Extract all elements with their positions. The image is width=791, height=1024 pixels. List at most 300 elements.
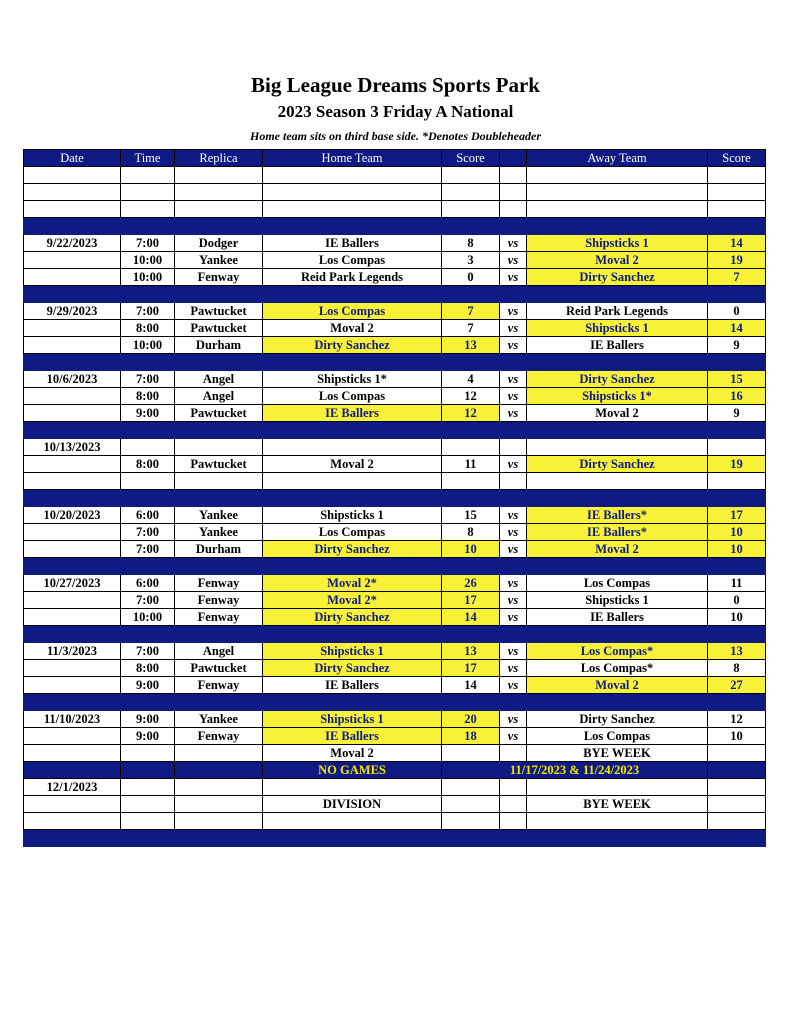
away-team-cell: IE Ballers xyxy=(527,337,708,354)
home-team-cell: IE Ballers xyxy=(263,235,442,252)
empty-cell xyxy=(263,167,442,184)
empty-cell xyxy=(175,813,263,830)
week-separator-row xyxy=(24,626,766,643)
separator-cell xyxy=(500,558,527,575)
home-team-cell: Moval 2 xyxy=(263,745,442,762)
replica-cell: Fenway xyxy=(175,269,263,286)
separator-cell xyxy=(121,218,175,235)
empty-cell xyxy=(175,762,263,779)
header-row xyxy=(24,150,766,167)
vs-cell: vs xyxy=(500,541,527,558)
home-team-cell: Moval 2* xyxy=(263,592,442,609)
away-score-cell: 10 xyxy=(708,728,766,745)
replica-cell: Durham xyxy=(175,337,263,354)
game-row xyxy=(24,252,766,269)
empty-cell xyxy=(121,762,175,779)
game-row xyxy=(24,269,766,286)
replica-cell: Durham xyxy=(175,541,263,558)
vs-cell xyxy=(500,796,527,813)
home-score-cell xyxy=(442,779,500,796)
no-games-banner-row xyxy=(24,762,766,779)
separator-cell xyxy=(175,286,263,303)
home-team-cell: Moval 2 xyxy=(263,456,442,473)
separator-cell xyxy=(527,422,708,439)
replica-cell: Fenway xyxy=(175,728,263,745)
time-cell: 10:00 xyxy=(121,609,175,626)
separator-cell xyxy=(442,354,500,371)
replica-cell: Yankee xyxy=(175,524,263,541)
home-score-cell: 10 xyxy=(442,541,500,558)
game-row xyxy=(24,779,766,796)
home-score-cell: 12 xyxy=(442,405,500,422)
replica-cell xyxy=(175,745,263,762)
separator-cell xyxy=(121,694,175,711)
empty-cell xyxy=(24,167,121,184)
home-team-cell: Moval 2 xyxy=(263,320,442,337)
empty-cell xyxy=(175,201,263,218)
away-team-cell: IE Ballers* xyxy=(527,507,708,524)
away-team-cell: BYE WEEK xyxy=(527,796,708,813)
separator-cell xyxy=(442,626,500,643)
separator-cell xyxy=(527,830,708,847)
away-team-cell: Moval 2 xyxy=(527,405,708,422)
time-cell: 9:00 xyxy=(121,711,175,728)
home-team-cell: IE Ballers xyxy=(263,405,442,422)
date-cell: 11/10/2023 xyxy=(24,711,121,728)
time-cell: 6:00 xyxy=(121,575,175,592)
away-score-cell xyxy=(708,439,766,456)
away-score-cell: 14 xyxy=(708,235,766,252)
empty-cell xyxy=(708,762,766,779)
separator-cell xyxy=(708,694,766,711)
game-row xyxy=(24,371,766,388)
home-score-cell: 17 xyxy=(442,660,500,677)
separator-cell xyxy=(500,626,527,643)
away-score-cell: 8 xyxy=(708,660,766,677)
home-score-cell: 13 xyxy=(442,643,500,660)
away-score-cell: 13 xyxy=(708,643,766,660)
empty-cell xyxy=(24,201,121,218)
empty-cell xyxy=(263,473,442,490)
vs-cell: vs xyxy=(500,456,527,473)
separator-cell xyxy=(708,558,766,575)
empty-cell xyxy=(500,167,527,184)
separator-cell xyxy=(24,830,121,847)
home-score-cell xyxy=(442,796,500,813)
separator-cell xyxy=(121,830,175,847)
separator-cell xyxy=(708,354,766,371)
away-score-cell: 12 xyxy=(708,711,766,728)
vs-cell: vs xyxy=(500,235,527,252)
empty-cell xyxy=(500,201,527,218)
home-score-cell: 7 xyxy=(442,303,500,320)
separator-cell xyxy=(175,218,263,235)
separator-cell xyxy=(263,558,442,575)
empty-cell xyxy=(121,473,175,490)
vs-cell: vs xyxy=(500,609,527,626)
home-score-cell: 12 xyxy=(442,388,500,405)
replica-cell: Fenway xyxy=(175,677,263,694)
empty-cell xyxy=(527,167,708,184)
separator-cell xyxy=(121,558,175,575)
date-cell xyxy=(24,609,121,626)
away-score-cell: 10 xyxy=(708,609,766,626)
replica-cell: Angel xyxy=(175,388,263,405)
date-cell xyxy=(24,796,121,813)
empty-cell xyxy=(708,473,766,490)
separator-cell xyxy=(24,626,121,643)
home-team-cell: Shipsticks 1 xyxy=(263,711,442,728)
game-row xyxy=(24,575,766,592)
home-team-cell: IE Ballers xyxy=(263,728,442,745)
time-cell: 10:00 xyxy=(121,337,175,354)
replica-cell: Angel xyxy=(175,371,263,388)
separator-cell xyxy=(121,422,175,439)
away-score-cell: 0 xyxy=(708,303,766,320)
vs-cell xyxy=(500,745,527,762)
time-cell: 7:00 xyxy=(121,235,175,252)
away-team-cell: Shipsticks 1 xyxy=(527,320,708,337)
replica-cell: Yankee xyxy=(175,507,263,524)
date-cell xyxy=(24,524,121,541)
separator-cell xyxy=(442,218,500,235)
away-score-cell: 9 xyxy=(708,337,766,354)
week-separator-row xyxy=(24,830,766,847)
home-team-cell: Dirty Sanchez xyxy=(263,660,442,677)
away-team-cell: Los Compas* xyxy=(527,643,708,660)
separator-cell xyxy=(500,218,527,235)
separator-cell xyxy=(442,558,500,575)
home-score-cell: 0 xyxy=(442,269,500,286)
separator-cell xyxy=(24,558,121,575)
replica-cell: Yankee xyxy=(175,711,263,728)
replica-cell: Pawtucket xyxy=(175,456,263,473)
separator-cell xyxy=(708,286,766,303)
week-separator-row xyxy=(24,558,766,575)
replica-cell: Pawtucket xyxy=(175,660,263,677)
away-score-cell: 17 xyxy=(708,507,766,524)
separator-cell xyxy=(708,218,766,235)
empty-cell xyxy=(121,167,175,184)
empty-cell xyxy=(24,762,121,779)
date-cell xyxy=(24,337,121,354)
away-team-cell: Dirty Sanchez xyxy=(527,371,708,388)
time-cell: 8:00 xyxy=(121,456,175,473)
game-row xyxy=(24,388,766,405)
separator-cell xyxy=(121,286,175,303)
away-team-cell: IE Ballers xyxy=(527,609,708,626)
week-separator-row xyxy=(24,422,766,439)
away-team-cell: Moval 2 xyxy=(527,677,708,694)
date-cell: 10/27/2023 xyxy=(24,575,121,592)
empty-cell xyxy=(175,184,263,201)
empty-cell xyxy=(121,184,175,201)
vs-cell: vs xyxy=(500,269,527,286)
vs-cell: vs xyxy=(500,371,527,388)
away-score-cell: 14 xyxy=(708,320,766,337)
time-cell: 7:00 xyxy=(121,303,175,320)
time-cell: 8:00 xyxy=(121,660,175,677)
separator-cell xyxy=(175,626,263,643)
away-team-cell: Reid Park Legends xyxy=(527,303,708,320)
time-cell: 7:00 xyxy=(121,524,175,541)
schedule-note: Home team sits on third base side. *Denotes Doubleheader xyxy=(250,129,541,143)
replica-cell: Pawtucket xyxy=(175,405,263,422)
game-row xyxy=(24,677,766,694)
vs-cell: vs xyxy=(500,507,527,524)
no-games-label: NO GAMES xyxy=(263,762,442,779)
game-row xyxy=(24,524,766,541)
empty-cell xyxy=(442,813,500,830)
separator-cell xyxy=(263,830,442,847)
vs-cell: vs xyxy=(500,337,527,354)
home-score-cell: 13 xyxy=(442,337,500,354)
away-team-cell: Shipsticks 1 xyxy=(527,592,708,609)
week-separator-row xyxy=(24,490,766,507)
home-score-cell xyxy=(442,439,500,456)
away-score-cell: 19 xyxy=(708,252,766,269)
separator-cell xyxy=(175,558,263,575)
home-score-cell: 3 xyxy=(442,252,500,269)
vs-cell: vs xyxy=(500,728,527,745)
time-cell xyxy=(121,745,175,762)
empty-cell xyxy=(121,201,175,218)
empty-cell xyxy=(263,201,442,218)
col-header-vs xyxy=(500,150,527,167)
replica-cell xyxy=(175,779,263,796)
separator-cell xyxy=(263,626,442,643)
empty-cell xyxy=(442,167,500,184)
away-team-cell: Los Compas xyxy=(527,575,708,592)
home-team-cell: Los Compas xyxy=(263,252,442,269)
date-cell xyxy=(24,541,121,558)
separator-cell xyxy=(175,354,263,371)
week-separator-row xyxy=(24,218,766,235)
separator-cell xyxy=(24,286,121,303)
vs-cell: vs xyxy=(500,388,527,405)
home-team-cell: Shipsticks 1 xyxy=(263,507,442,524)
separator-cell xyxy=(442,422,500,439)
col-header-home-score: Score xyxy=(442,150,500,167)
separator-cell xyxy=(24,694,121,711)
home-score-cell: 14 xyxy=(442,677,500,694)
date-cell xyxy=(24,592,121,609)
replica-cell: Yankee xyxy=(175,252,263,269)
time-cell: 10:00 xyxy=(121,252,175,269)
game-row xyxy=(24,507,766,524)
empty-cell xyxy=(527,473,708,490)
replica-cell: Fenway xyxy=(175,592,263,609)
away-team-cell: Shipsticks 1* xyxy=(527,388,708,405)
empty-cell xyxy=(24,473,121,490)
away-score-cell: 7 xyxy=(708,269,766,286)
date-cell: 10/20/2023 xyxy=(24,507,121,524)
home-score-cell: 7 xyxy=(442,320,500,337)
home-score-cell: 14 xyxy=(442,609,500,626)
game-row xyxy=(24,745,766,762)
separator-cell xyxy=(263,422,442,439)
home-score-cell: 8 xyxy=(442,524,500,541)
time-cell xyxy=(121,439,175,456)
game-row xyxy=(24,660,766,677)
game-row xyxy=(24,456,766,473)
away-team-cell: Shipsticks 1 xyxy=(527,235,708,252)
separator-cell xyxy=(527,558,708,575)
empty-cell xyxy=(500,184,527,201)
empty-cell xyxy=(527,813,708,830)
separator-cell xyxy=(24,354,121,371)
separator-cell xyxy=(442,830,500,847)
empty-cell xyxy=(500,813,527,830)
date-cell: 9/22/2023 xyxy=(24,235,121,252)
away-team-cell: Dirty Sanchez xyxy=(527,711,708,728)
away-score-cell xyxy=(708,745,766,762)
separator-cell xyxy=(500,830,527,847)
date-cell: 10/6/2023 xyxy=(24,371,121,388)
separator-cell xyxy=(121,354,175,371)
away-score-cell xyxy=(708,779,766,796)
separator-cell xyxy=(442,286,500,303)
away-score-cell: 19 xyxy=(708,456,766,473)
separator-cell xyxy=(24,422,121,439)
empty-cell xyxy=(527,184,708,201)
schedule-body xyxy=(24,150,766,847)
home-score-cell: 26 xyxy=(442,575,500,592)
date-cell: 11/3/2023 xyxy=(24,643,121,660)
game-row xyxy=(24,405,766,422)
time-cell: 6:00 xyxy=(121,507,175,524)
game-row xyxy=(24,728,766,745)
away-team-cell: IE Ballers* xyxy=(527,524,708,541)
game-row xyxy=(24,592,766,609)
empty-cell xyxy=(708,201,766,218)
home-team-cell: Moval 2* xyxy=(263,575,442,592)
blank-row xyxy=(24,473,766,490)
home-score-cell: 8 xyxy=(442,235,500,252)
separator-cell xyxy=(708,422,766,439)
home-team-cell: Los Compas xyxy=(263,303,442,320)
week-separator-row xyxy=(24,354,766,371)
game-row xyxy=(24,320,766,337)
vs-cell xyxy=(500,439,527,456)
separator-cell xyxy=(527,218,708,235)
separator-cell xyxy=(263,490,442,507)
empty-cell xyxy=(175,167,263,184)
vs-cell xyxy=(500,779,527,796)
time-cell: 8:00 xyxy=(121,320,175,337)
away-score-cell: 16 xyxy=(708,388,766,405)
separator-cell xyxy=(175,422,263,439)
separator-cell xyxy=(442,694,500,711)
empty-cell xyxy=(527,201,708,218)
time-cell: 7:00 xyxy=(121,371,175,388)
blank-row xyxy=(24,184,766,201)
replica-cell xyxy=(175,439,263,456)
away-team-cell: Los Compas* xyxy=(527,660,708,677)
home-score-cell xyxy=(442,745,500,762)
replica-cell: Fenway xyxy=(175,575,263,592)
empty-cell xyxy=(442,473,500,490)
date-cell xyxy=(24,388,121,405)
time-cell: 9:00 xyxy=(121,405,175,422)
home-score-cell: 11 xyxy=(442,456,500,473)
time-cell: 10:00 xyxy=(121,269,175,286)
separator-cell xyxy=(500,694,527,711)
empty-cell xyxy=(708,813,766,830)
away-score-cell: 15 xyxy=(708,371,766,388)
away-team-cell xyxy=(527,779,708,796)
col-header-away-score: Score xyxy=(708,150,766,167)
empty-cell xyxy=(263,813,442,830)
date-cell xyxy=(24,677,121,694)
empty-cell xyxy=(24,184,121,201)
separator-cell xyxy=(708,830,766,847)
home-score-cell: 20 xyxy=(442,711,500,728)
vs-cell: vs xyxy=(500,252,527,269)
home-score-cell: 4 xyxy=(442,371,500,388)
away-score-cell xyxy=(708,796,766,813)
separator-cell xyxy=(263,218,442,235)
separator-cell xyxy=(500,490,527,507)
empty-cell xyxy=(442,184,500,201)
vs-cell: vs xyxy=(500,405,527,422)
date-cell: 10/13/2023 xyxy=(24,439,121,456)
time-cell xyxy=(121,779,175,796)
home-score-cell: 18 xyxy=(442,728,500,745)
date-cell xyxy=(24,660,121,677)
separator-cell xyxy=(500,422,527,439)
empty-cell xyxy=(24,813,121,830)
blank-row xyxy=(24,813,766,830)
page-title: Big League Dreams Sports Park xyxy=(251,73,540,97)
away-team-cell xyxy=(527,439,708,456)
date-cell xyxy=(24,405,121,422)
away-score-cell: 10 xyxy=(708,524,766,541)
blank-row xyxy=(24,201,766,218)
separator-cell xyxy=(708,626,766,643)
away-team-cell: Dirty Sanchez xyxy=(527,269,708,286)
col-header-date: Date xyxy=(24,150,121,167)
vs-cell: vs xyxy=(500,660,527,677)
replica-cell: Dodger xyxy=(175,235,263,252)
away-score-cell: 10 xyxy=(708,541,766,558)
home-team-cell: Shipsticks 1 xyxy=(263,643,442,660)
empty-cell xyxy=(121,813,175,830)
home-team-cell: Shipsticks 1* xyxy=(263,371,442,388)
separator-cell xyxy=(175,830,263,847)
away-score-cell: 9 xyxy=(708,405,766,422)
home-team-cell: DIVISION xyxy=(263,796,442,813)
empty-cell xyxy=(708,184,766,201)
vs-cell: vs xyxy=(500,677,527,694)
time-cell: 9:00 xyxy=(121,728,175,745)
replica-cell: Pawtucket xyxy=(175,320,263,337)
empty-cell xyxy=(708,167,766,184)
date-cell: 12/1/2023 xyxy=(24,779,121,796)
vs-cell: vs xyxy=(500,320,527,337)
separator-cell xyxy=(527,286,708,303)
away-team-cell: BYE WEEK xyxy=(527,745,708,762)
separator-cell xyxy=(527,490,708,507)
home-team-cell xyxy=(263,779,442,796)
time-cell xyxy=(121,796,175,813)
time-cell: 9:00 xyxy=(121,677,175,694)
date-cell xyxy=(24,745,121,762)
empty-cell xyxy=(442,201,500,218)
separator-cell xyxy=(263,286,442,303)
game-row xyxy=(24,609,766,626)
time-cell: 7:00 xyxy=(121,592,175,609)
